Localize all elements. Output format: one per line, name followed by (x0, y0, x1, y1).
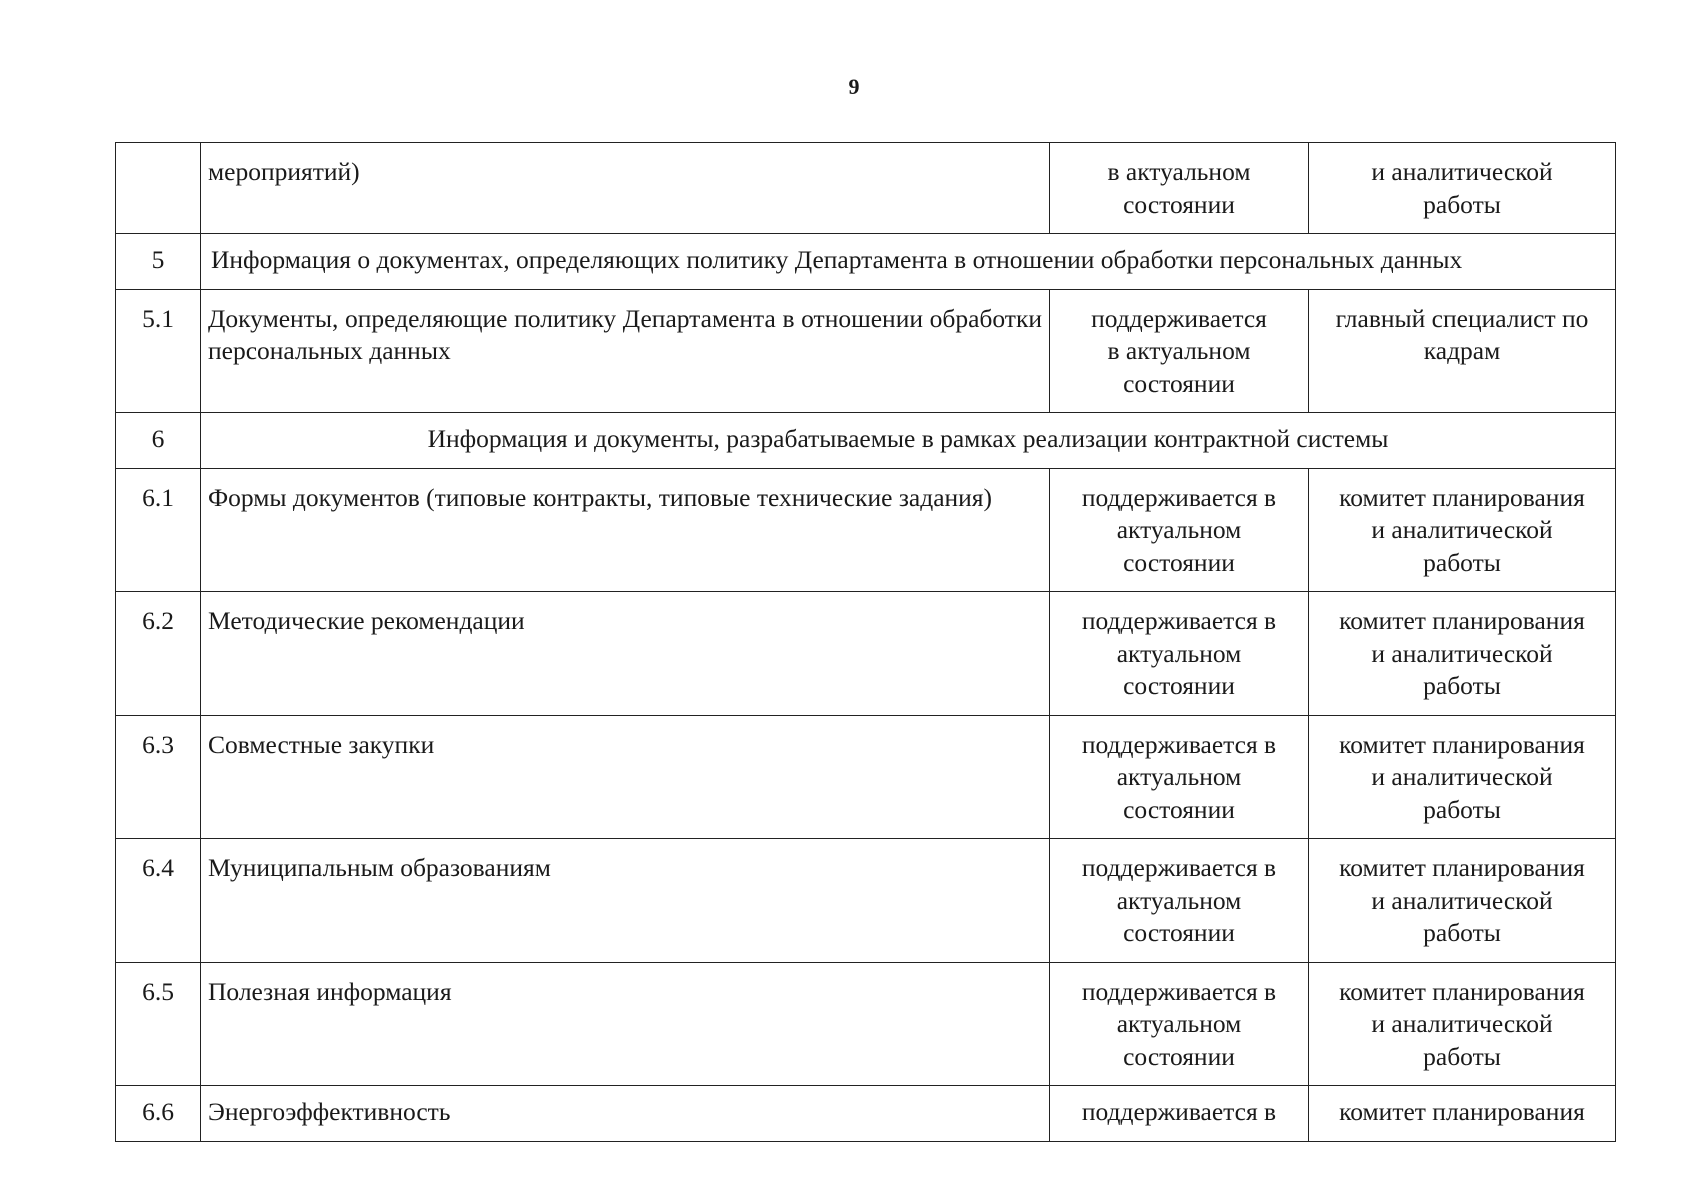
responsible-line: и аналитической (1371, 515, 1553, 544)
item-responsible (1309, 715, 1616, 839)
responsible-line: работы (1423, 918, 1501, 947)
item-name: Полезная информация (201, 962, 1050, 1086)
responsible-line: комитет планирования (1339, 729, 1585, 759)
item-status (1050, 289, 1309, 413)
status-line: поддерживается в (1081, 1097, 1277, 1126)
section-title: Информация о документах, определяющих политику Департамента в отношении обработки персональных данных (201, 234, 1616, 290)
status-line: поддерживается в (1081, 606, 1277, 635)
status-line: состоянии (1123, 189, 1235, 219)
row-number: 5 (116, 234, 201, 290)
row-number (116, 143, 201, 234)
responsible-line: кадрам (1423, 336, 1501, 365)
table-row (116, 962, 1616, 1086)
row-number: 6.1 (116, 468, 201, 592)
table-row (116, 1086, 1616, 1142)
status-line: актуальном (1116, 1009, 1242, 1038)
item-status (1050, 592, 1309, 716)
responsible-line: работы (1423, 547, 1501, 577)
page-number: 9 (848, 74, 860, 99)
status-line: поддерживается в (1081, 853, 1277, 882)
status-line: актуальном (1116, 885, 1242, 915)
item-responsible (1309, 592, 1616, 716)
responsible-line: работы (1423, 1041, 1501, 1071)
status-line: актуальном (1116, 515, 1242, 544)
status-line: поддерживается в (1081, 482, 1277, 512)
item-status (1050, 1086, 1309, 1142)
status-line: состоянии (1123, 547, 1235, 577)
item-responsible (1309, 143, 1616, 234)
responsible-line: комитет планирования (1339, 853, 1585, 882)
responsible-line: и аналитической (1371, 885, 1553, 915)
table-row (116, 289, 1616, 413)
row-number: 6.6 (116, 1086, 201, 1142)
section-row (116, 234, 1616, 290)
status-line: состоянии (1123, 368, 1235, 398)
status-line: состоянии (1123, 671, 1235, 700)
responsible-line: комитет планирования (1339, 606, 1585, 635)
item-responsible (1309, 962, 1616, 1086)
responsible-line: работы (1423, 671, 1501, 700)
item-responsible (1309, 289, 1616, 413)
status-line: поддерживается (1091, 303, 1267, 333)
status-line: поддерживается в (1081, 729, 1277, 759)
table-row (116, 143, 1616, 234)
row-number: 6.4 (116, 839, 201, 963)
responsible-line: работы (1423, 189, 1501, 219)
item-name: Методические рекомендации (201, 592, 1050, 716)
responsible-line: комитет планирования (1339, 1097, 1585, 1126)
item-responsible (1309, 839, 1616, 963)
table-body (116, 143, 1616, 1142)
row-number: 6.3 (116, 715, 201, 839)
row-number: 6 (116, 413, 201, 469)
status-line: состоянии (1123, 918, 1235, 947)
item-status (1050, 715, 1309, 839)
status-line: состоянии (1123, 794, 1235, 824)
responsible-line: главный специалист по (1335, 303, 1589, 333)
responsible-line: работы (1423, 794, 1501, 824)
item-name: мероприятий) (201, 143, 1050, 234)
item-name: Муниципальным образованиям (201, 839, 1050, 963)
section-row (116, 413, 1616, 469)
item-status (1050, 468, 1309, 592)
section-title: Информация и документы, разрабатываемые в рамках реализации контрактной системы (201, 413, 1616, 469)
item-name: Энергоэффективность (201, 1086, 1050, 1142)
status-line: состоянии (1123, 1041, 1235, 1071)
responsible-line: комитет планирования (1339, 976, 1585, 1006)
information-table (115, 142, 1616, 1142)
status-line: в актуальном (1107, 157, 1251, 186)
item-name: Документы, определяющие политику Департамента в отношении обработки персональных данных (201, 289, 1050, 413)
responsible-line: и аналитической (1371, 157, 1553, 186)
item-responsible (1309, 1086, 1616, 1142)
table-row (116, 592, 1616, 716)
responsible-line: и аналитической (1371, 762, 1553, 791)
status-line: актуальном (1116, 762, 1242, 791)
status-line: актуальном (1116, 638, 1242, 668)
row-number: 6.2 (116, 592, 201, 716)
item-name: Совместные закупки (201, 715, 1050, 839)
row-number: 6.5 (116, 962, 201, 1086)
responsible-line: комитет планирования (1339, 482, 1585, 512)
item-responsible (1309, 468, 1616, 592)
item-status (1050, 839, 1309, 963)
item-status (1050, 143, 1309, 234)
table-row (116, 715, 1616, 839)
responsible-line: и аналитической (1371, 638, 1553, 668)
item-name: Формы документов (типовые контракты, типовые технические задания) (201, 468, 1050, 592)
item-status (1050, 962, 1309, 1086)
status-line: поддерживается в (1081, 976, 1277, 1006)
responsible-line: и аналитической (1371, 1009, 1553, 1038)
status-line: в актуальном (1107, 336, 1251, 365)
table-row (116, 839, 1616, 963)
table-row (116, 468, 1616, 592)
row-number: 5.1 (116, 289, 201, 413)
